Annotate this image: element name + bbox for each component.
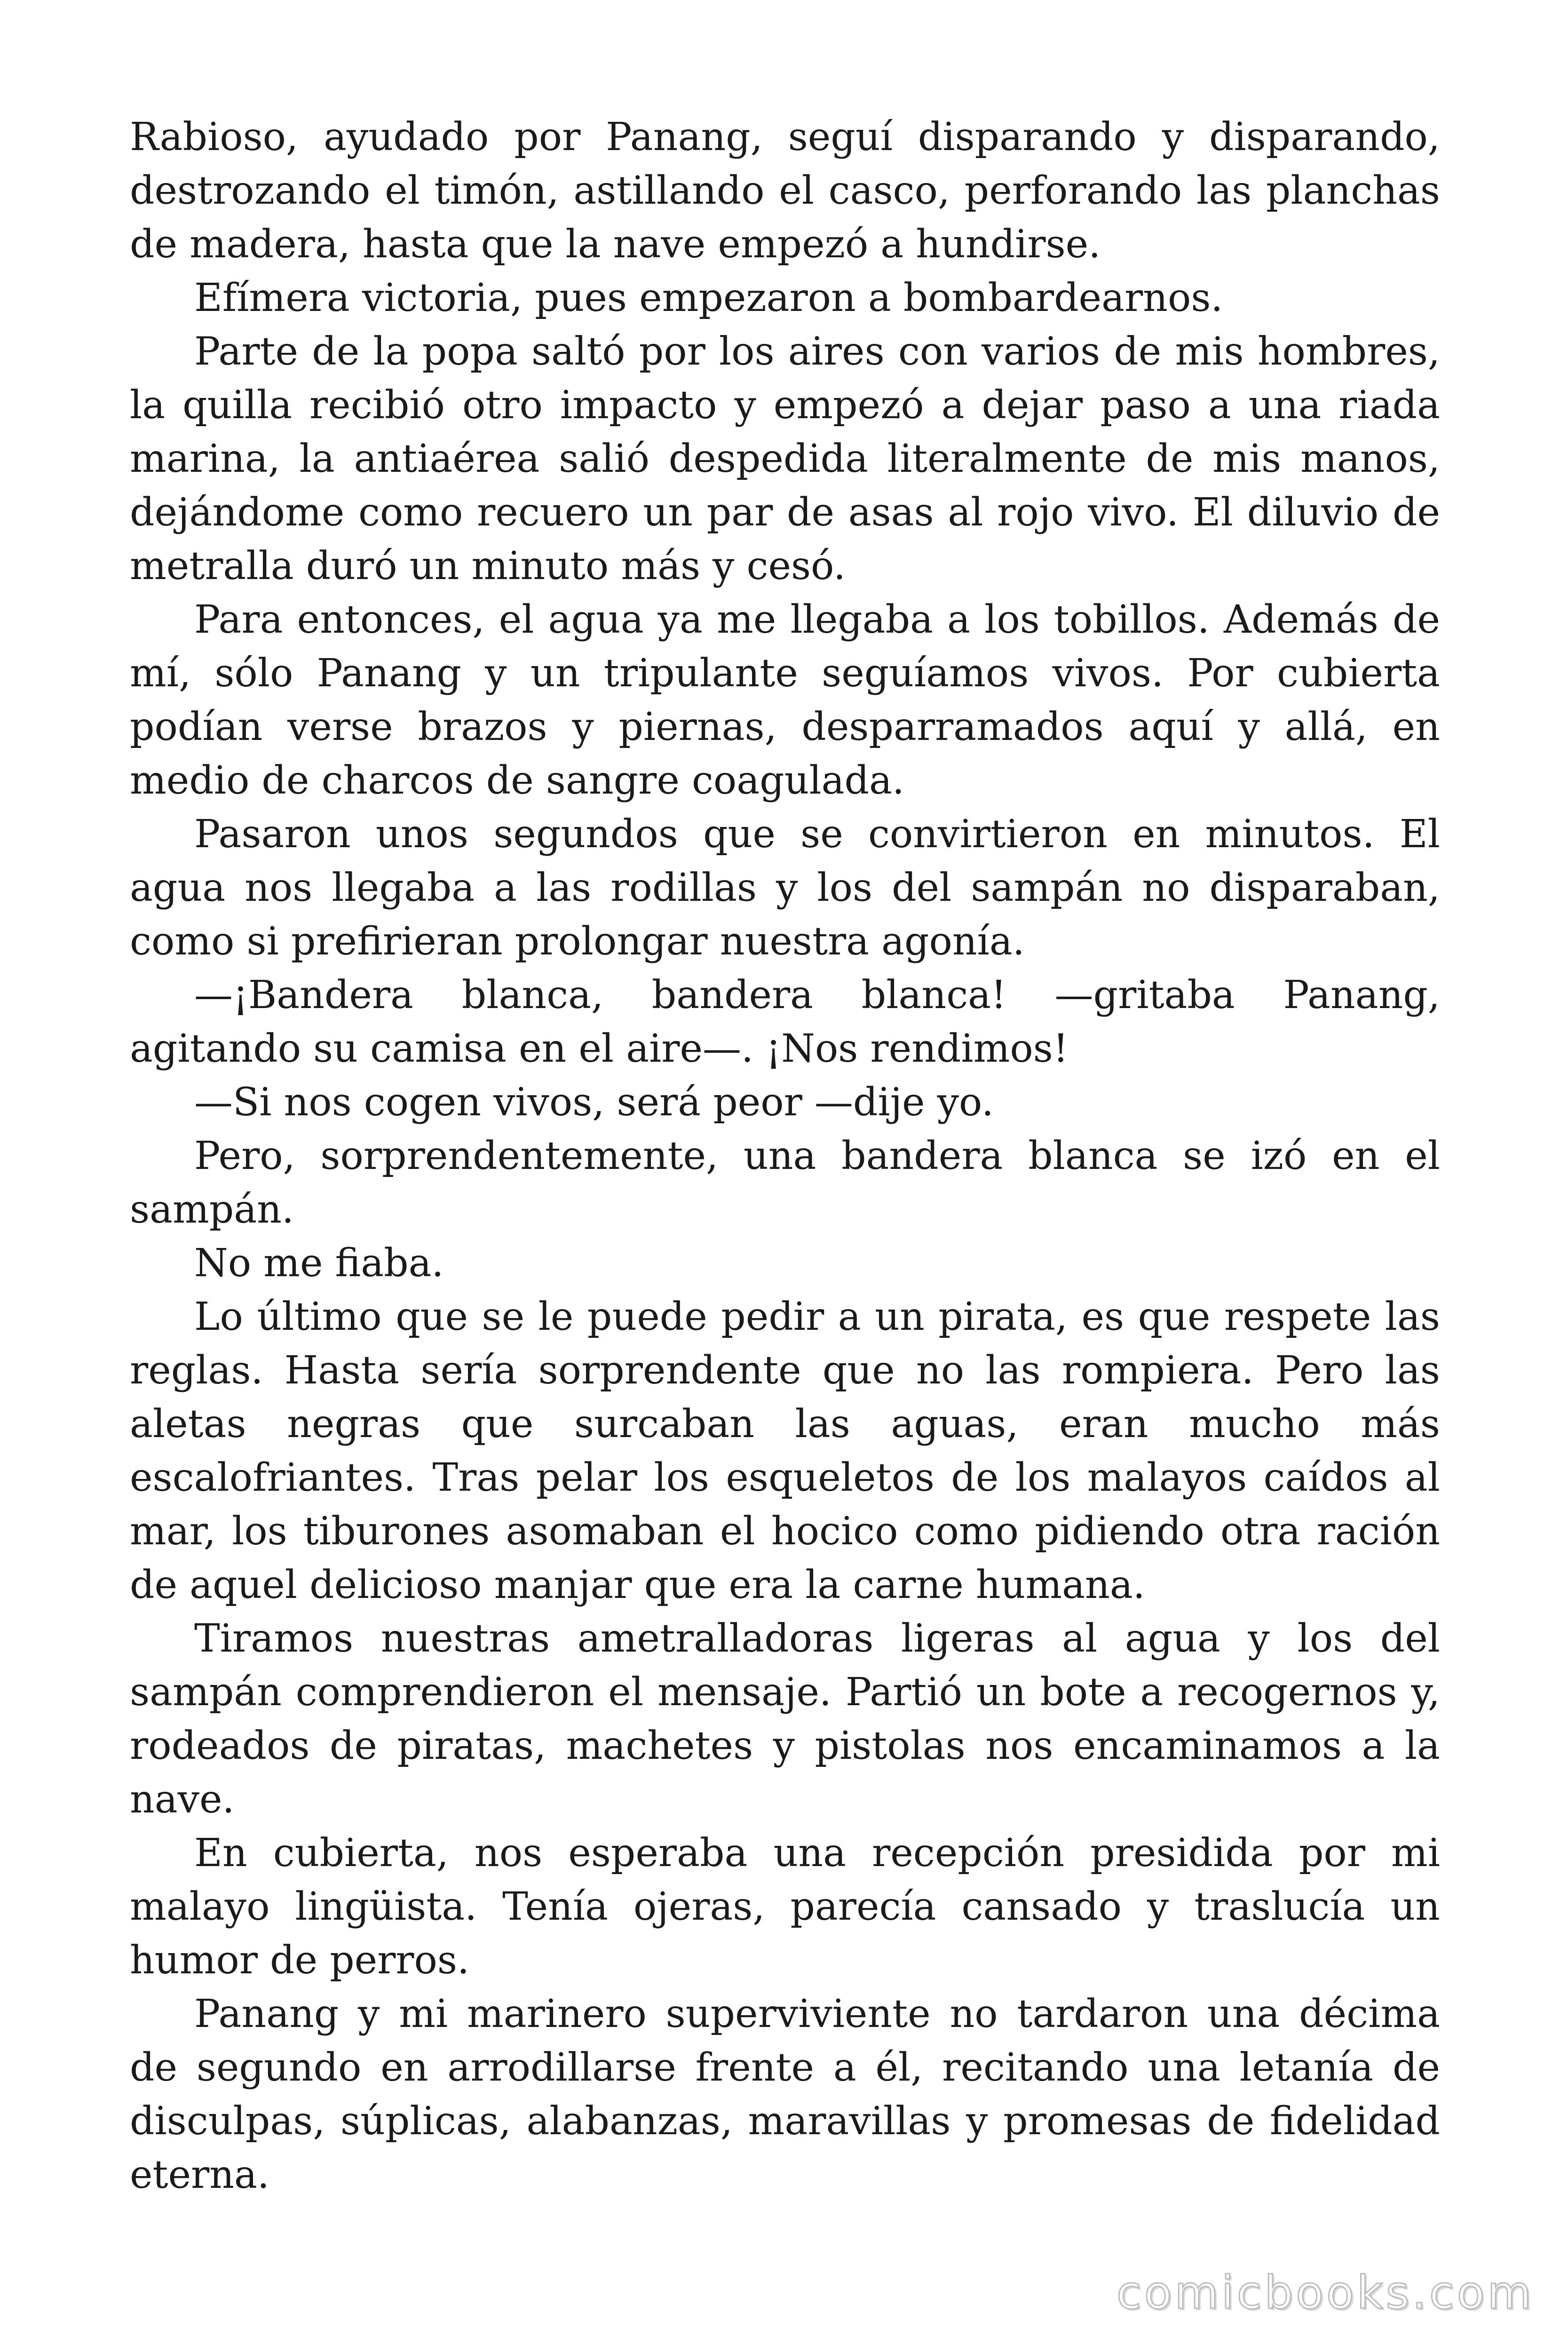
paragraph: Efímera victoria, pues empezaron a bombardearnos. [194, 276, 1223, 320]
paragraph: No me fiaba. [194, 1241, 444, 1286]
body-text [130, 111, 1440, 2202]
paragraph: Lo último que se le puede pedir a un pirata, es que respete las reglas. Hasta sería sorprendente que no las rompiera. Pero las aletas negras que surcaban las aguas, eran mucho más escalofriantes. Tras pelar los esqueletos de los malayos caídos al mar, los tiburones asomaban el hocico como pidiendo otra ración de aquel delicioso manjar que era la carne humana. [130, 1295, 1440, 1607]
paragraph: Pero, sorprendentemente, una bandera blanca se izó en el sampán. [130, 1134, 1440, 1232]
paragraph: Panang y mi marinero superviviente no tardaron una décima de segundo en arrodillarse frente a él, recitando una letanía de disculpas, súplicas, alabanzas, maravillas y promesas de fidelidad eterna. [130, 1992, 1440, 2197]
paragraph: Tiramos nuestras ametralladoras ligeras al agua y los del sampán comprendieron el mensaje. Partió un bote a recogernos y, rodeados de piratas, machetes y pistolas nos encaminamos a la nave. [130, 1616, 1440, 1822]
paragraph: Para entonces, el agua ya me llegaba a los tobillos. Además de mí, sólo Panang y un tripulante seguíamos vivos. Por cubierta podían verse brazos y piernas, desparramados aquí y allá, en medio de charcos de sangre coagulada. [130, 597, 1440, 803]
paragraph: Parte de la popa saltó por los aires con varios de mis hombres, la quilla recibió otro impacto y empezó a dejar paso a una riada marina, la antiaérea salió despedida literalmente de mis manos, dejándome como recuero un par de asas al rojo vivo. El diluvio de metralla duró un minuto más y cesó. [130, 329, 1440, 588]
watermark: comicbooks.com [1116, 2266, 1534, 2319]
dialogue-paragraph: —¡Bandera blanca, bandera blanca! —gritaba Panang, agitando su camisa en el aire—. ¡Nos rendimos! [130, 973, 1440, 1071]
paragraph: Pasaron unos segundos que se convirtieron en minutos. El agua nos llegaba a las rodillas y los del sampán no disparaban, como si prefirieran prolongar nuestra agonía. [130, 812, 1440, 964]
dialogue-paragraph: —Si nos cogen vivos, será peor —dije yo. [194, 1080, 994, 1125]
paragraph: Rabioso, ayudado por Panang, seguí disparando y disparando, destrozando el timón, astillando el casco, perforando las planchas de madera, hasta que la nave empezó a hundirse. [130, 115, 1440, 267]
paragraph: En cubierta, nos esperaba una recepción presidida por mi malayo lingüista. Tenía ojeras, parecía cansado y traslucía un humor de perros. [130, 1831, 1440, 1983]
